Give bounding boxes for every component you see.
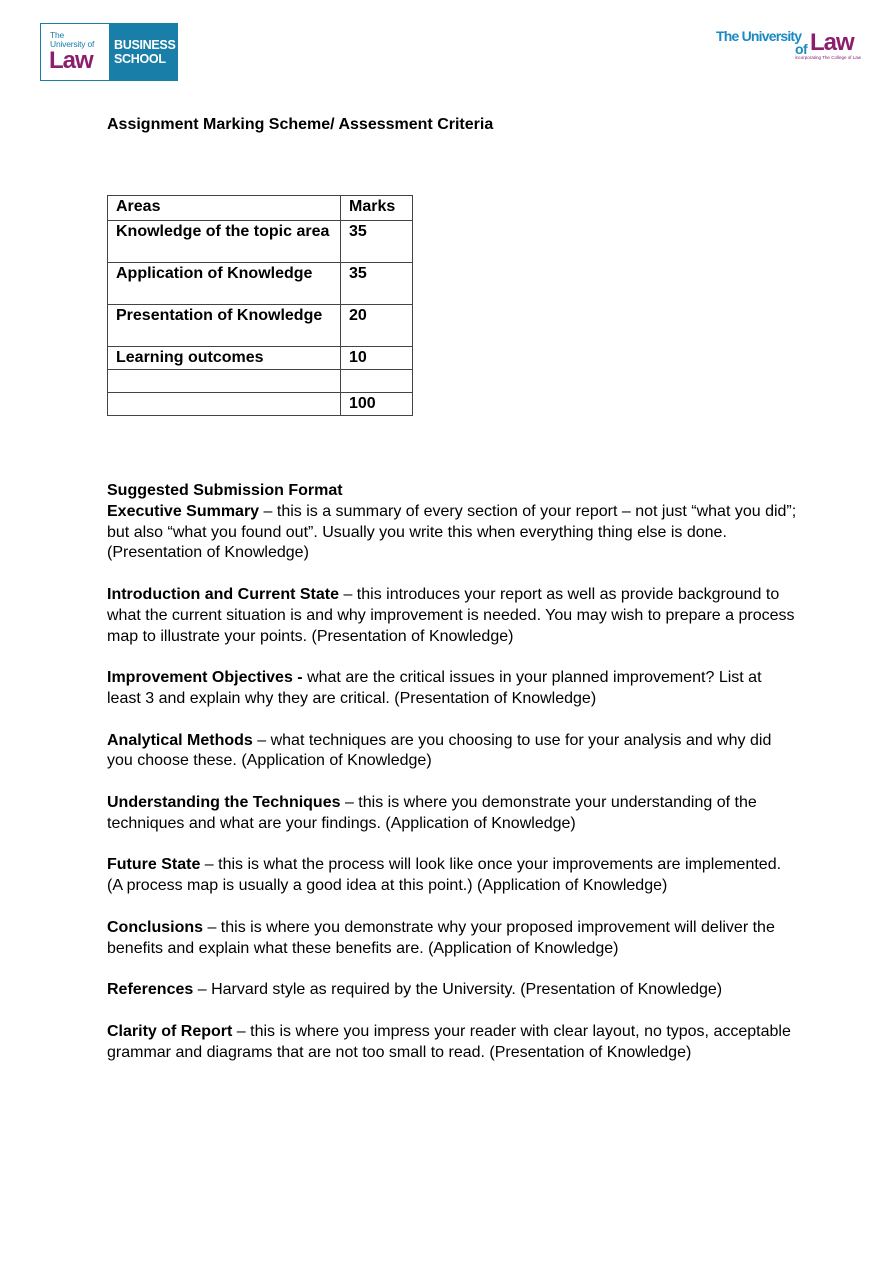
section-title: Clarity of Report bbox=[107, 1022, 233, 1040]
section-title: Improvement Objectives - bbox=[107, 669, 303, 687]
section-body: – this is where you impress your reader with clear layout, no typos, acceptable grammar and diagrams that are not too small to read. (Presentation of Knowledge) bbox=[107, 1022, 791, 1061]
section-future-state bbox=[107, 855, 797, 897]
logo-university-of-text: University of bbox=[50, 39, 95, 49]
university-of-law-logo bbox=[716, 26, 866, 66]
logo-school-text: SCHOOL bbox=[114, 52, 166, 66]
section-body: – this is what the process will look like once your improvements are implemented. (A process map is usually a good idea at this point.) (Application of Knowledge) bbox=[107, 856, 782, 895]
table-cell-marks: 20 bbox=[341, 305, 413, 347]
submission-format-section bbox=[107, 481, 797, 1084]
table-header-row bbox=[108, 196, 413, 221]
table-cell-area: Application of Knowledge bbox=[108, 263, 341, 305]
business-school-wordmark bbox=[109, 24, 177, 80]
section-improvement-objectives bbox=[107, 668, 797, 710]
table-cell-area: Knowledge of the topic area bbox=[108, 221, 341, 263]
logo-law-text: Law bbox=[49, 47, 93, 74]
section-introduction bbox=[107, 585, 797, 647]
logo-the-text: The bbox=[50, 30, 65, 40]
table-cell-area bbox=[108, 370, 341, 393]
document-title: Assignment Marking Scheme/ Assessment Criteria bbox=[107, 116, 494, 133]
section-body: – Harvard style as required by the University. (Presentation of Knowledge) bbox=[193, 981, 723, 999]
business-school-logo bbox=[40, 23, 178, 81]
section-title: Understanding the Techniques bbox=[107, 793, 341, 811]
table-cell-marks: 35 bbox=[341, 221, 413, 263]
table-cell-marks bbox=[341, 370, 413, 393]
table-row bbox=[108, 305, 413, 347]
table-total-row bbox=[108, 393, 413, 416]
section-title: Future State bbox=[107, 856, 201, 874]
section-body: – what techniques are you choosing to use for your analysis and why did you choose these. (Application of Knowledge) bbox=[107, 731, 772, 770]
section-executive-summary bbox=[107, 502, 797, 564]
submission-format-heading: Suggested Submission Format bbox=[107, 482, 343, 499]
logo-of-text: of bbox=[795, 41, 808, 57]
table-header-areas: Areas bbox=[108, 196, 341, 221]
table-header-marks: Marks bbox=[341, 196, 413, 221]
section-references bbox=[107, 980, 797, 1001]
section-title: References bbox=[107, 981, 194, 999]
section-title: Analytical Methods bbox=[107, 731, 253, 749]
table-cell-marks: 35 bbox=[341, 263, 413, 305]
table-row bbox=[108, 221, 413, 263]
marking-scheme-table bbox=[107, 195, 413, 416]
section-title: Introduction and Current State bbox=[107, 585, 339, 603]
section-body: what are the critical issues in your planned improvement? List at least 3 and explain why they are critical. (Presentation of Knowledge) bbox=[107, 669, 762, 707]
table-row bbox=[108, 347, 413, 370]
logo-law-text: Law bbox=[810, 29, 854, 56]
business-school-logo-mark bbox=[41, 24, 109, 80]
section-body: – this is a summary of every section of your report – not just “what you did”; but also “what you found out”. Usually you write this when everything thing else is done. (Presentation of Knowledge) bbox=[107, 502, 797, 562]
logo-the-university-text: The University bbox=[716, 28, 802, 44]
section-analytical-methods bbox=[107, 731, 797, 773]
table-cell-marks: 10 bbox=[341, 347, 413, 370]
section-title: Conclusions bbox=[107, 918, 204, 936]
section-clarity-of-report bbox=[107, 1022, 797, 1064]
logo-business-text: BUSINESS bbox=[114, 38, 176, 52]
section-title: Executive Summary bbox=[107, 502, 260, 520]
section-conclusions bbox=[107, 918, 797, 960]
table-cell-area: Presentation of Knowledge bbox=[108, 305, 341, 347]
logo-tagline: incorporating The College of Law bbox=[795, 55, 861, 60]
table-row-empty bbox=[108, 370, 413, 393]
table-cell-area bbox=[108, 393, 341, 416]
section-body: – this is where you demonstrate your understanding of the techniques and what are your findings. (Application of Knowledge) bbox=[107, 793, 757, 832]
table-row bbox=[108, 263, 413, 305]
section-understanding-techniques bbox=[107, 793, 797, 835]
section-body: – this introduces your report as well as provide background to what the current situation is and why improvement is needed. You may wish to prepare a process map to illustrate your points. (Presentation of Knowledge) bbox=[107, 585, 795, 645]
table-cell-total-marks: 100 bbox=[341, 393, 413, 416]
section-body: – this is where you demonstrate why your proposed improvement will deliver the benefits and explain what these benefits are. (Application of Knowledge) bbox=[107, 918, 775, 957]
table-cell-area: Learning outcomes bbox=[108, 347, 341, 370]
